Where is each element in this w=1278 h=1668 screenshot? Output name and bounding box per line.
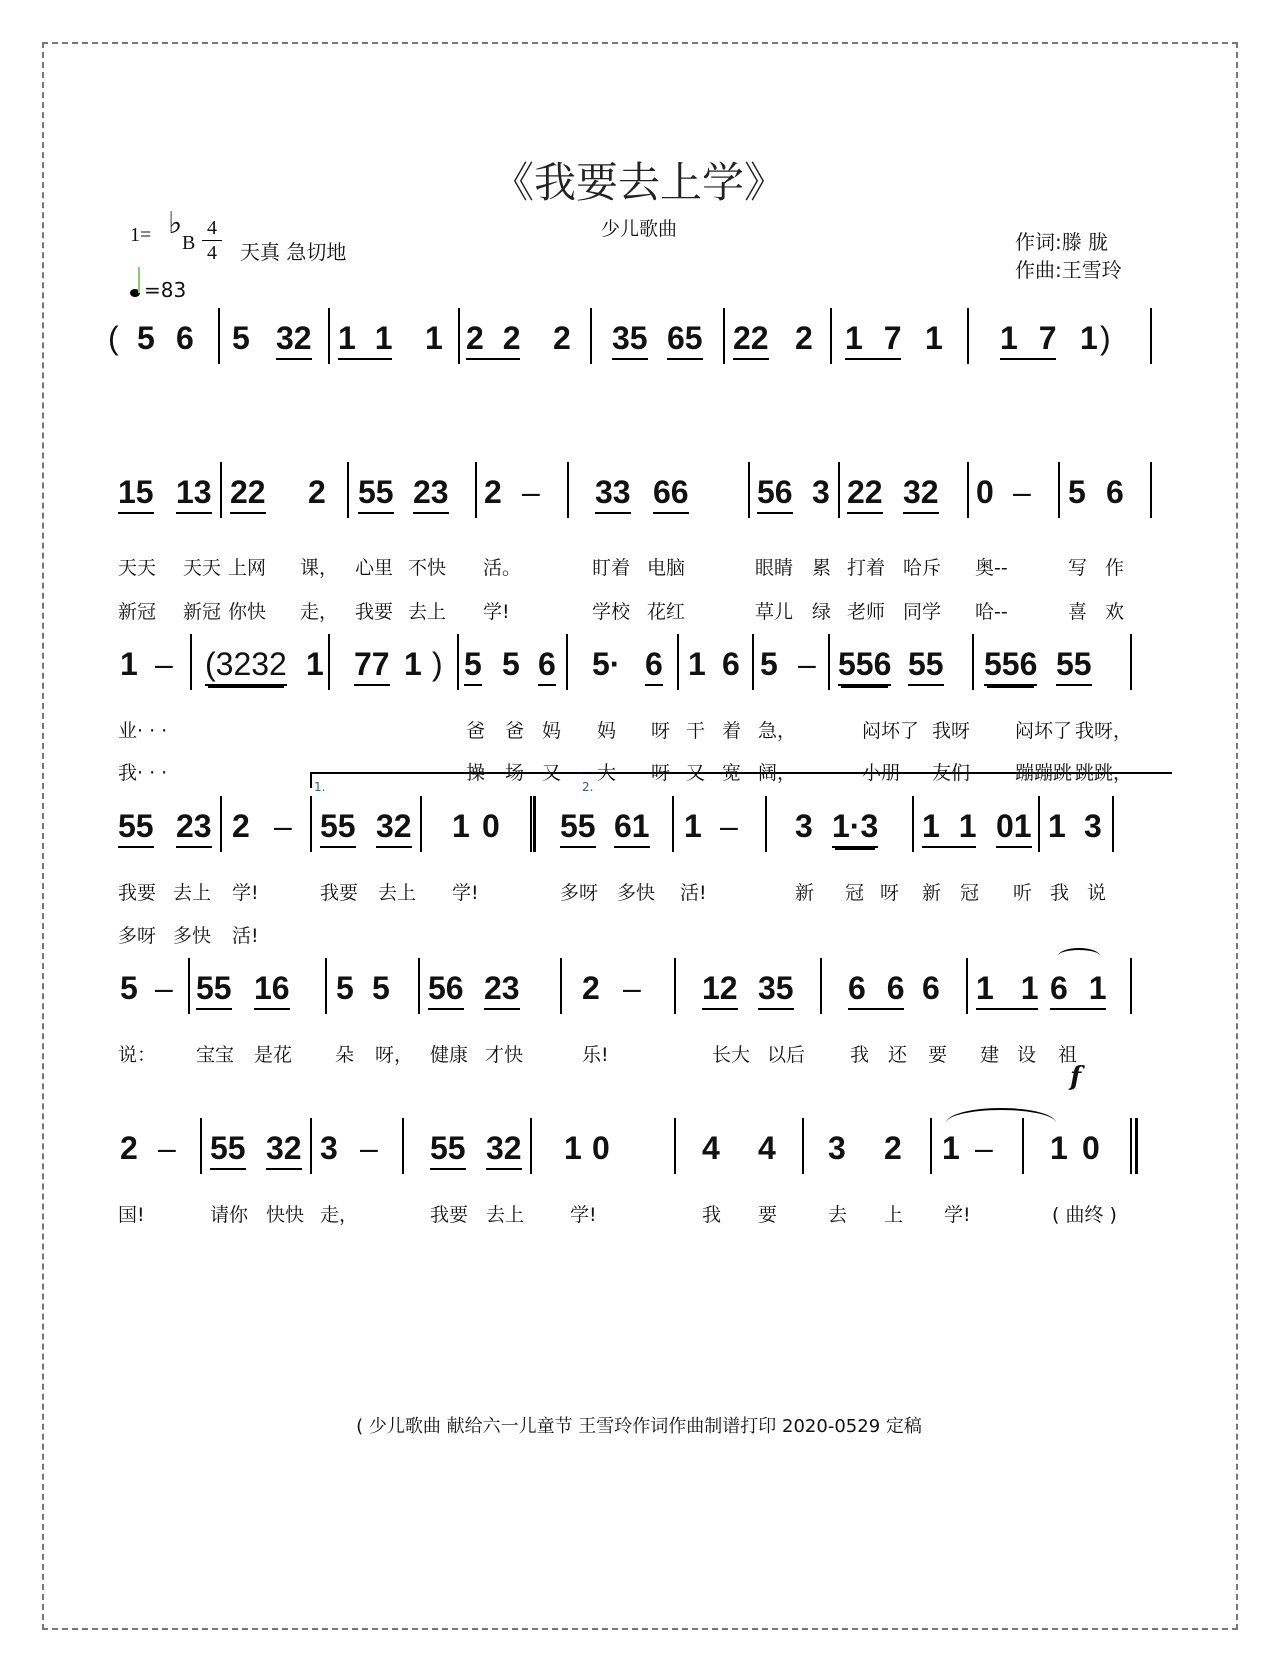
note: 1·3: [832, 806, 878, 848]
note: 15: [118, 472, 154, 514]
barline: [220, 796, 222, 852]
barline: [310, 796, 312, 852]
barline: [966, 958, 968, 1014]
note: 23: [413, 472, 449, 514]
note: 1: [404, 646, 422, 682]
flat-icon: ♭: [168, 206, 183, 241]
note: 1: [1080, 320, 1098, 356]
repeat-barline: [530, 796, 536, 852]
note: 55: [196, 968, 232, 1010]
barline: [674, 1118, 676, 1174]
dash: –: [155, 646, 173, 682]
note: 12: [702, 968, 738, 1010]
barline: [1058, 462, 1060, 518]
credits: [1015, 228, 1122, 284]
barline: [828, 634, 830, 690]
tempo-marking: =83: [130, 278, 186, 302]
note: 2: [232, 808, 250, 844]
note: 22: [230, 472, 266, 514]
note: 32: [903, 472, 939, 514]
note: 2: [582, 970, 600, 1006]
note: 3: [812, 474, 830, 510]
note: 1: [120, 646, 138, 682]
note: 1 1: [338, 318, 392, 360]
note: 01: [996, 806, 1032, 848]
note: 35: [612, 318, 648, 360]
note: 32: [486, 1128, 522, 1170]
footer-note: ( 少儿歌曲 献给六一儿童节 王雪玲作词作曲制谱打印 2020-0529 定稿: [356, 1416, 922, 1437]
note: 5: [464, 644, 482, 686]
barline: [748, 462, 750, 518]
note: 55: [320, 806, 356, 848]
note: 6: [538, 644, 556, 686]
volta-2-label: 2.: [582, 780, 594, 794]
barline: [475, 462, 477, 518]
note: 32: [276, 318, 312, 360]
note: 2: [484, 474, 502, 510]
note: 55: [430, 1128, 466, 1170]
note: 6: [922, 970, 940, 1006]
note: 6 1: [1050, 968, 1106, 1010]
barline: [560, 958, 562, 1014]
note: 556: [984, 644, 1037, 686]
barline: [567, 462, 569, 518]
score-row-4: [0, 806, 1278, 866]
note: 55: [908, 644, 944, 686]
barline: [967, 462, 969, 518]
barline: [1130, 634, 1132, 690]
note: 1: [1048, 808, 1066, 844]
barline: [967, 308, 969, 364]
key-note: B: [182, 232, 196, 254]
note: 2: [308, 474, 326, 510]
barline: [972, 634, 974, 690]
dash: –: [274, 808, 292, 844]
paren-close: ): [432, 646, 443, 682]
barline: [1038, 796, 1040, 852]
time-signature: 4 4: [202, 216, 222, 265]
key-tempo-block: [130, 206, 347, 302]
note: 2: [884, 1130, 902, 1166]
note: 35: [758, 968, 794, 1010]
note: 23: [484, 968, 520, 1010]
barline: [1130, 958, 1132, 1014]
dynamic-forte: f: [1070, 1062, 1082, 1092]
note: 56: [757, 472, 793, 514]
note: 1 7: [1000, 318, 1056, 360]
barline: [802, 1118, 804, 1174]
note: 1: [564, 1130, 582, 1166]
note: 0: [592, 1130, 610, 1166]
note: 22: [733, 318, 769, 360]
note: 1: [925, 320, 943, 356]
barline: [672, 796, 674, 852]
note: 55: [358, 472, 394, 514]
barline: [325, 958, 327, 1014]
barline: [1112, 796, 1114, 852]
note: 5: [1068, 474, 1086, 510]
score-row-3: [0, 644, 1278, 704]
note: 6: [176, 320, 194, 356]
note: 2: [553, 320, 571, 356]
barline: [566, 634, 568, 690]
note: 5·: [592, 646, 621, 682]
note: 5: [232, 320, 250, 356]
note: 4: [702, 1130, 720, 1166]
note: 1: [1050, 1130, 1068, 1166]
note: 23: [176, 806, 212, 848]
dash: –: [975, 1130, 993, 1166]
note: 13: [176, 472, 212, 514]
note: 1: [684, 808, 702, 844]
note: 3: [320, 1130, 338, 1166]
note: 5: [137, 320, 155, 356]
dash: –: [522, 474, 540, 510]
dash: –: [798, 646, 816, 682]
paren-open: (: [108, 320, 119, 356]
barline: [912, 796, 914, 852]
note: 5: [502, 646, 520, 682]
note: 1 1: [976, 968, 1038, 1010]
lyricist: 作词:滕 胧: [1015, 230, 1109, 254]
barline: [930, 1118, 932, 1174]
barline: [752, 634, 754, 690]
barline: [328, 634, 330, 690]
note: 32: [376, 806, 412, 848]
dash: –: [158, 1130, 176, 1166]
barline: [220, 462, 222, 518]
barline: [590, 308, 592, 364]
dash: –: [623, 970, 641, 1006]
note: 4: [758, 1130, 776, 1166]
barline: [765, 796, 767, 852]
note: 66: [653, 472, 689, 514]
barline: [200, 1118, 202, 1174]
barline: [218, 308, 220, 364]
note: 5: [760, 646, 778, 682]
note: 2: [120, 1130, 138, 1166]
note: 55: [210, 1128, 246, 1170]
expression-marking: 天真 急切地: [240, 240, 347, 264]
note: 1: [425, 320, 443, 356]
dash: –: [720, 808, 738, 844]
note: 556: [838, 644, 891, 686]
note: 0: [1082, 1130, 1100, 1166]
note: 1: [688, 646, 706, 682]
note: 55: [118, 806, 154, 848]
note: 16: [254, 968, 290, 1010]
note: 1: [452, 808, 470, 844]
note: 5: [372, 970, 390, 1006]
barline: [1150, 308, 1152, 364]
note: 2 2: [466, 318, 520, 360]
note: 1: [306, 646, 324, 682]
note: 2: [795, 320, 813, 356]
note: 6: [722, 646, 740, 682]
note: 0: [976, 474, 994, 510]
barline: [418, 958, 420, 1014]
key-prefix: 1=: [130, 224, 152, 246]
barline: [457, 634, 459, 690]
barline: [420, 796, 422, 852]
dash: –: [155, 970, 173, 1006]
barline: [820, 958, 822, 1014]
note: 1 7: [845, 318, 901, 360]
note: 6: [1106, 474, 1124, 510]
note: 56: [428, 968, 464, 1010]
note: 22: [847, 472, 883, 514]
final-barline: [1130, 1118, 1138, 1174]
note: 61: [614, 806, 650, 848]
note: 33: [595, 472, 631, 514]
note: 3: [828, 1130, 846, 1166]
score-row-6: [0, 1062, 1278, 1188]
dash: –: [1013, 474, 1031, 510]
tie-slur: [1058, 948, 1100, 964]
note: 5: [120, 970, 138, 1006]
score-row-5: [0, 968, 1278, 1028]
dash: –: [360, 1130, 378, 1166]
note: 3: [795, 808, 813, 844]
note: 77: [354, 644, 390, 686]
note: 32: [266, 1128, 302, 1170]
note: 6 6: [848, 968, 904, 1010]
barline: [190, 634, 192, 690]
paren-close: ): [1100, 320, 1111, 356]
barline: [328, 308, 330, 364]
barline: [830, 308, 832, 364]
barline: [677, 634, 679, 690]
note: 55: [560, 806, 596, 848]
note: 65: [667, 318, 703, 360]
score-row-2: [0, 472, 1278, 532]
song-genre: 少儿歌曲: [600, 218, 677, 240]
note: 1 1: [922, 806, 976, 848]
barline: [402, 1118, 404, 1174]
barline: [674, 958, 676, 1014]
score-row-1: [0, 318, 1278, 378]
quarter-note-icon: [130, 289, 140, 297]
note: 1: [942, 1130, 960, 1166]
note: 55: [1056, 644, 1092, 686]
barline: [347, 462, 349, 518]
barline: [310, 1118, 312, 1174]
composer: 作曲:王雪玲: [1015, 258, 1122, 282]
barline: [188, 958, 190, 1014]
tie-slur: [946, 1108, 1056, 1138]
volta-1-label: 1.: [314, 780, 326, 794]
note: 5: [336, 970, 354, 1006]
barline: [458, 308, 460, 364]
note: (3232: [205, 644, 287, 686]
barline: [838, 462, 840, 518]
barline: [1150, 462, 1152, 518]
barline: [723, 308, 725, 364]
note: 0: [482, 808, 500, 844]
note: 3: [1084, 808, 1102, 844]
barline: [530, 1118, 532, 1174]
note: 6: [645, 644, 663, 686]
song-title: 《我要去上学》: [491, 158, 786, 207]
